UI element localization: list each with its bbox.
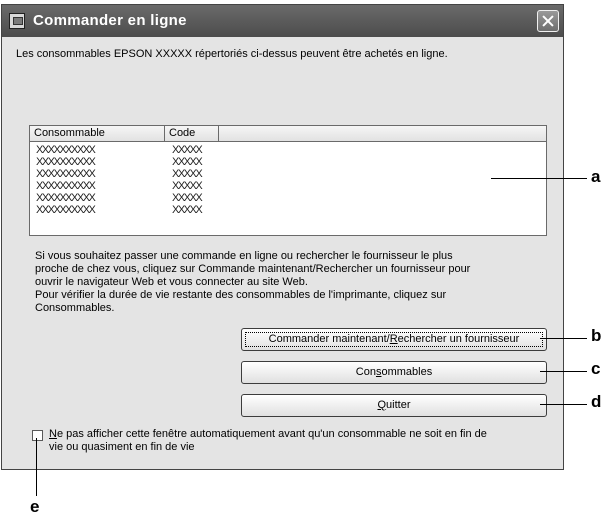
focus-ring [245, 332, 543, 347]
consumable-name: XXXXXXXXXX [36, 168, 95, 180]
callout-label-b: b [591, 326, 602, 345]
list-row[interactable] [30, 144, 546, 156]
callout-line-e [36, 438, 37, 496]
callout-line-b [540, 338, 587, 339]
checkbox-label-line1: e pas afficher cette fenêtre automatiquement avant qu'un consommable ne soit en fin de [56, 428, 487, 440]
consumable-code: XXXXX [172, 168, 202, 180]
callout-line-c [540, 371, 587, 372]
close-button[interactable] [537, 10, 559, 32]
checkbox-label-line2: vie ou quasiment en fin de vie [49, 441, 195, 453]
checkbox-label-mnemonic: N [49, 428, 57, 440]
consumable-name: XXXXXXXXXX [36, 204, 95, 216]
order-online-dialog [1, 4, 564, 470]
consumable-code: XXXXX [172, 180, 202, 192]
intro-text: Les consommables EPSON XXXXX répertoriés ci-dessus peuvent être achetés en ligne. [16, 48, 448, 60]
consumables-button[interactable] [241, 361, 547, 384]
consumable-name: XXXXXXXXXX [36, 180, 95, 192]
order-button-mnemonic: R [389, 333, 398, 345]
dont-show-again-checkbox[interactable] [32, 430, 43, 441]
callout-line-a [491, 178, 587, 179]
list-row[interactable] [30, 156, 546, 168]
consumable-name: XXXXXXXXXX [36, 156, 95, 168]
callout-label-e: e [30, 497, 40, 516]
consumable-code: XXXXX [172, 144, 202, 156]
callout-label-a: a [591, 167, 601, 186]
consumable-name: XXXXXXXXXX [36, 192, 95, 204]
consumables-button-label-part: ommables [381, 366, 433, 378]
window-title: Commander en ligne [33, 12, 187, 29]
callout-line-d [540, 404, 587, 405]
instructions-text [35, 250, 547, 315]
consumable-code: XXXXX [172, 204, 202, 216]
consumables-button-label-part: Con [355, 366, 376, 378]
dont-show-again-label[interactable] [49, 428, 559, 454]
list-row[interactable] [30, 180, 546, 192]
quit-button-mnemonic: Q [377, 399, 387, 411]
consumable-code: XXXXX [172, 192, 202, 204]
order-now-find-supplier-button[interactable] [241, 328, 547, 351]
instructions-line: Consommables. [35, 302, 115, 314]
instructions-line: Si vous souhaitez passer une commande en ligne ou rechercher le fournisseur le plus [35, 250, 453, 262]
callout-label-d: d [591, 392, 602, 411]
column-header-empty [219, 126, 546, 142]
column-header-consumable[interactable]: Consommable [30, 126, 165, 142]
consumable-name: XXXXXXXXXX [36, 144, 95, 156]
list-rows [30, 144, 546, 216]
consumables-list[interactable] [29, 125, 547, 236]
title-bar[interactable] [2, 5, 563, 37]
printer-app-icon [9, 13, 25, 29]
instructions-line: proche de chez vous, cliquez sur Commande maintenant/Rechercher un fournisseur pour [35, 263, 471, 275]
list-row[interactable] [30, 204, 546, 216]
instructions-line: Pour vérifier la durée de vie restante des consommables de l'imprimante, cliquez sur [35, 289, 447, 301]
instructions-line: ouvrir le navigateur Web et vous connecter au site Web. [35, 276, 308, 288]
order-button-label-part: Commander maintenant/ [268, 333, 390, 345]
list-row[interactable] [30, 168, 546, 180]
column-header-code[interactable]: Code [165, 126, 219, 142]
quit-button-label-part: uitter [386, 399, 411, 411]
quit-button[interactable] [241, 394, 547, 417]
list-row[interactable] [30, 192, 546, 204]
order-button-label-part: echercher un fournisseur [397, 333, 520, 345]
callout-label-c: c [591, 359, 601, 378]
consumables-button-mnemonic: s [375, 366, 382, 378]
list-header [30, 126, 546, 142]
consumable-code: XXXXX [172, 156, 202, 168]
